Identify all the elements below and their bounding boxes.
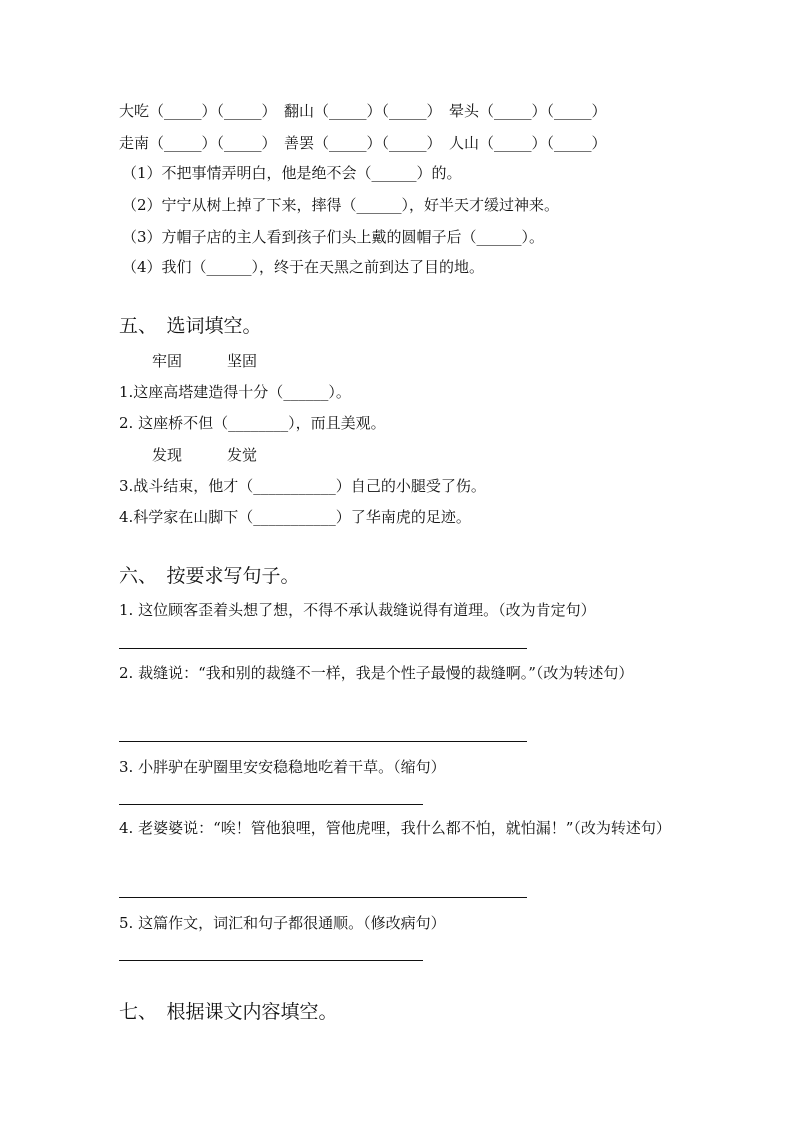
section-5-title: 五、 选词填空。 — [119, 315, 262, 337]
section-5-question-3: 3.战斗结束，他才（___________）自己的小腿受了伤。 — [119, 477, 486, 495]
fill-sentence-2: （2）宁宁从树上掉了下来，摔得（______），好半天才缓过神来。 — [122, 196, 560, 214]
section-6-question-1: 1. 这位顾客歪着头想了想，不得不承认裁缝说得有道理。（改为肯定句） — [119, 601, 596, 619]
fill-sentence-4: （4）我们（______），终于在天黑之前到达了目的地。 — [122, 258, 485, 276]
idiom-row-1: 大吃（_____）（_____） 翻山（_____）（_____） 晕头（_____）（_____） — [119, 102, 607, 120]
section-6-question-4: 4. 老婆婆说：“唉！管他狼哩，管他虎哩，我什么都不怕，就怕漏！”（改为转述句） — [119, 819, 671, 837]
answer-line-4[interactable] — [119, 897, 527, 898]
idiom-row-2: 走南（_____）（_____） 善罢（_____）（_____） 人山（_____）（_____） — [119, 134, 607, 152]
section-6-question-3: 3. 小胖驴在驴圈里安安稳稳地吃着干草。（缩句） — [119, 758, 446, 776]
answer-line-5[interactable] — [119, 960, 423, 961]
fill-sentence-1: （1）不把事情弄明白，他是绝不会（______）的。 — [122, 164, 462, 182]
section-6-question-5: 5. 这篇作文，词汇和句子都很通顺。（修改病句） — [119, 914, 446, 932]
section-5-question-1: 1.这座高塔建造得十分（______）。 — [119, 383, 351, 401]
section-5-question-2: 2. 这座桥不但（________），而且美观。 — [119, 414, 386, 432]
answer-line-1[interactable] — [119, 648, 527, 649]
fill-sentence-3: （3）方帽子店的主人看到孩子们头上戴的圆帽子后（______）。 — [122, 228, 545, 246]
answer-line-3[interactable] — [119, 804, 423, 805]
section-6-title: 六、 按要求写句子。 — [119, 565, 300, 587]
section-7-title: 七、 根据课文内容填空。 — [119, 1001, 338, 1023]
word-pair-1: 牢固 坚固 — [152, 352, 258, 370]
answer-line-2[interactable] — [119, 741, 527, 742]
section-5-question-4: 4.科学家在山脚下（___________）了华南虎的足迹。 — [119, 508, 471, 526]
section-6-question-2: 2. 裁缝说：“我和别的裁缝不一样，我是个性子最慢的裁缝啊。”（改为转述句） — [119, 664, 634, 682]
word-pair-2: 发现 发觉 — [152, 446, 258, 464]
